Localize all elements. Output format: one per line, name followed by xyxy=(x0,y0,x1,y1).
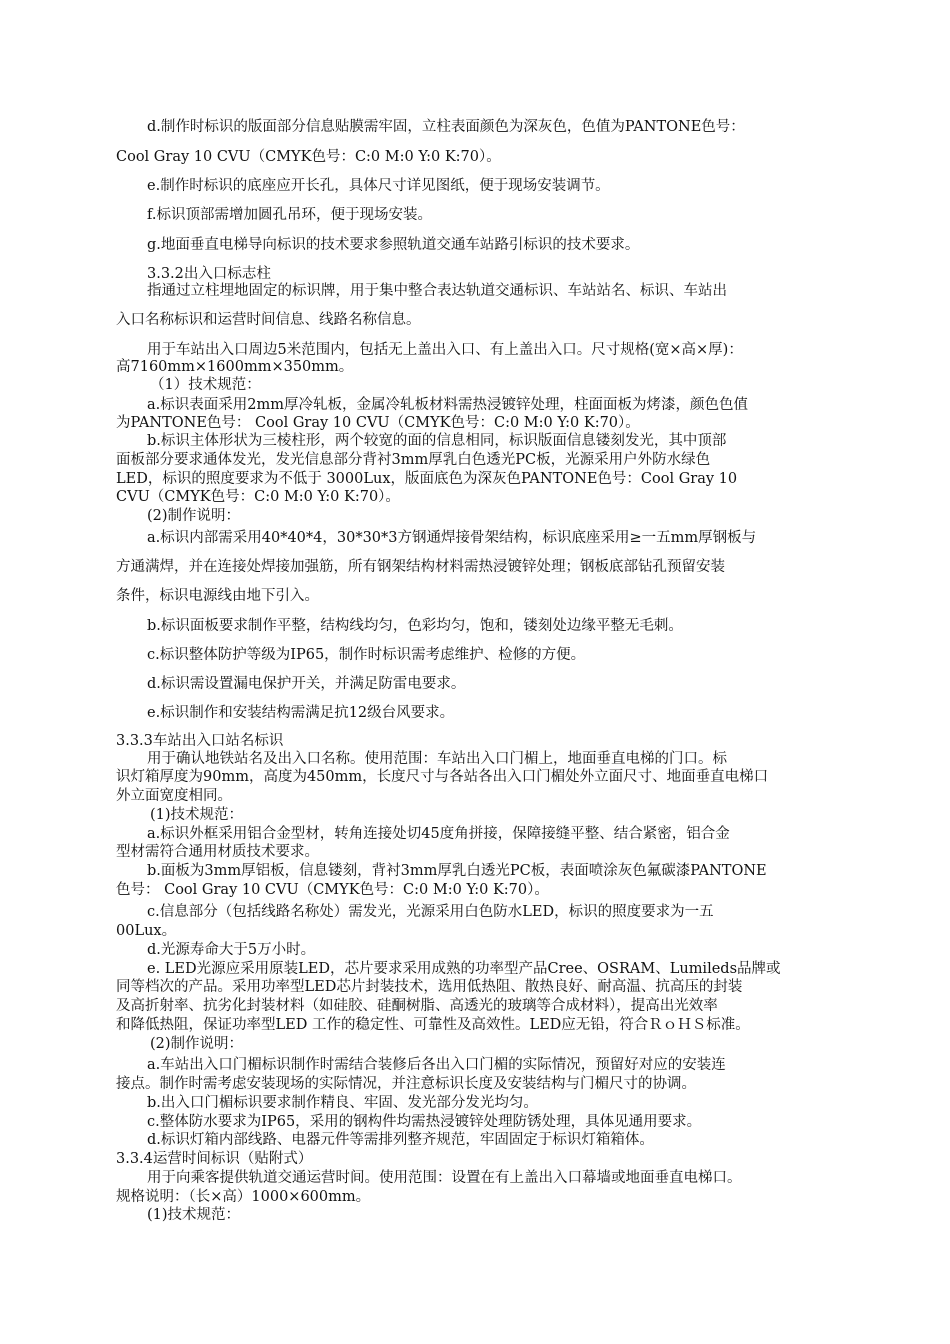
text-line: b.标识面板要求制作平整，结构线均匀，色彩均匀，饱和，镂刻处边缘平整无毛刺。 xyxy=(147,618,683,634)
text-line: a.标识表面采用2mm厚冷轧板，金属冷轧板材料需热浸镀锌处理，柱面面板为烤漆，颜色色值 xyxy=(147,397,748,413)
text-line: e.标识制作和安装结构需满足抗12级台风要求。 xyxy=(147,705,455,721)
subsection-heading: （1）技术规范： xyxy=(150,377,261,393)
text-line: 同等档次的产品。采用功率型LED芯片封装技术，选用低热阻、散热良好、耐高温、抗高压的封装 xyxy=(116,979,743,995)
text-line: 及高折射率、抗劣化封装材料（如硅胶、硅酮树脂、高透光的玻璃等合成材料），提高出光效率 xyxy=(116,998,718,1014)
section-heading: 3.3.4运营时间标识（贴附式） xyxy=(116,1151,313,1167)
text-line: 色号： Cool Gray 10 CVU（CMYK色号：C:0 M:0 Y:0 K:70）。 xyxy=(116,882,549,898)
text-line: g.地面垂直电梯导向标识的技术要求参照轨道交通车站路引标识的技术要求。 xyxy=(147,237,640,253)
subsection-heading: (2)制作说明： xyxy=(150,1036,244,1052)
text-line: 高7160mm×1600mm×350mm。 xyxy=(116,359,354,375)
text-line: 用于确认地铁站名及出入口名称。使用范围：车站出入口门楣上，地面垂直电梯的门口。标 xyxy=(147,751,727,767)
text-line: 用于向乘客提供轨道交通运营时间。使用范围：设置在有上盖出入口幕墙或地面垂直电梯口。 xyxy=(147,1170,742,1186)
section-heading: 3.3.3车站出入口站名标识 xyxy=(116,733,284,749)
text-line: e. LED光源应采用原装LED，芯片要求采用成熟的功率型产品Cree、OSRAM、Lumileds品牌或 xyxy=(147,961,781,977)
text-line: 指通过立柱埋地固定的标识牌，用于集中整合表达轨道交通标识、车站站名、标识、车站出 xyxy=(147,283,727,299)
text-line: a.标识外框采用铝合金型材，转角连接处切45度角拼接，保障接缝平整、结合紧密，铝合金 xyxy=(147,826,730,842)
text-line: 00Lux。 xyxy=(116,923,177,939)
text-line: 接点。制作时需考虑安装现场的实际情况，并注意标识长度及安装结构与门楣尺寸的协调。 xyxy=(116,1076,696,1092)
text-line: 用于车站出入口周边5米范围内，包括无上盖出入口、有上盖出入口。尺寸规格(宽×高×厚)： xyxy=(147,342,743,358)
text-line: 规格说明：（长×高）1000×600mm。 xyxy=(116,1189,371,1205)
text-line: c.整体防水要求为IP65，采用的钢构件均需热浸镀锌处理防锈处理，具体见通用要求。 xyxy=(147,1114,702,1130)
text-line: a.标识内部需采用40*40*4，30*30*3方钢通焊接骨架结构，标识底座采用≥一五mm厚钢板与 xyxy=(147,530,757,546)
text-line: d.标识灯箱内部线路、电器元件等需排列整齐规范，牢固固定于标识灯箱箱体。 xyxy=(147,1132,654,1148)
text-line: f.标识顶部需增加圆孔吊环，便于现场安装。 xyxy=(147,207,432,223)
text-line: 识灯箱厚度为90mm，高度为450mm，长度尺寸与各站各出入口门楣处外立面尺寸、地面垂直电梯口 xyxy=(116,769,769,785)
text-line: 和降低热阻，保证功率型LED 工作的稳定性、可靠性及高效性。LED应无铅，符合ＲｏＨＳ标准。 xyxy=(116,1017,750,1033)
text-line: b.面板为3mm厚铝板，信息镂刻，背衬3mm厚乳白透光PC板，表面喷涂灰色氟碳漆PANTONE xyxy=(147,863,767,879)
text-line: 入口名称标识和运营时间信息、线路名称信息。 xyxy=(116,312,421,328)
text-line: c.信息部分（包括线路名称处）需发光，光源采用白色防水LED，标识的照度要求为一五 xyxy=(147,904,714,920)
text-line: 方通满焊，并在连接处焊接加强筋，所有钢架结构材料需热浸镀锌处理；钢板底部钻孔预留安装 xyxy=(116,559,725,575)
text-line: Cool Gray 10 CVU（CMYK色号：C:0 M:0 Y:0 K:70）。 xyxy=(116,149,501,165)
text-line: d.制作时标识的版面部分信息贴膜需牢固，立柱表面颜色为深灰色，色值为PANTONE色号： xyxy=(147,119,745,135)
subsection-heading: (2)制作说明： xyxy=(147,508,241,524)
text-line: a.车站出入口门楣标识制作时需结合装修后各出入口门楣的实际情况，预留好对应的安装连 xyxy=(147,1057,726,1073)
text-line: d.光源寿命大于5万小时。 xyxy=(147,942,316,958)
text-line: 为PANTONE色号： Cool Gray 10 CVU（CMYK色号：C:0 M:0 Y:0 K:70）。 xyxy=(116,415,640,431)
subsection-heading: (1)技术规范： xyxy=(147,1207,241,1223)
subsection-heading: (1)技术规范： xyxy=(150,807,244,823)
text-line: CVU（CMYK色号：C:0 M:0 Y:0 K:70）。 xyxy=(116,489,400,505)
text-line: c.标识整体防护等级为IP65，制作时标识需考虑维护、检修的方便。 xyxy=(147,647,586,663)
text-line: b.出入口门楣标识要求制作精良、牢固、发光部分发光均匀。 xyxy=(147,1095,538,1111)
text-line: e.制作时标识的底座应开长孔，具体尺寸详见图纸，便于现场安装调节。 xyxy=(147,178,610,194)
text-line: 条件，标识电源线由地下引入。 xyxy=(116,588,319,604)
section-heading: 3.3.2出入口标志柱 xyxy=(147,266,271,282)
text-line: b.标识主体形状为三棱柱形，两个较宽的面的信息相同，标识版面信息镂刻发光，其中顶部 xyxy=(147,433,727,449)
text-line: 外立面宽度相同。 xyxy=(116,788,232,804)
text-line: d.标识需设置漏电保护开关，并满足防雷电要求。 xyxy=(147,676,466,692)
text-line: 面板部分要求通体发光，发光信息部分背衬3mm厚乳白色透光PC板，光源采用户外防水绿色 xyxy=(116,452,711,468)
text-line: LED，标识的照度要求为不低于 3000Lux，版面底色为深灰色PANTONE色号：Cool Gray 10 xyxy=(116,471,738,487)
text-line: 型材需符合通用材质技术要求。 xyxy=(116,844,319,860)
